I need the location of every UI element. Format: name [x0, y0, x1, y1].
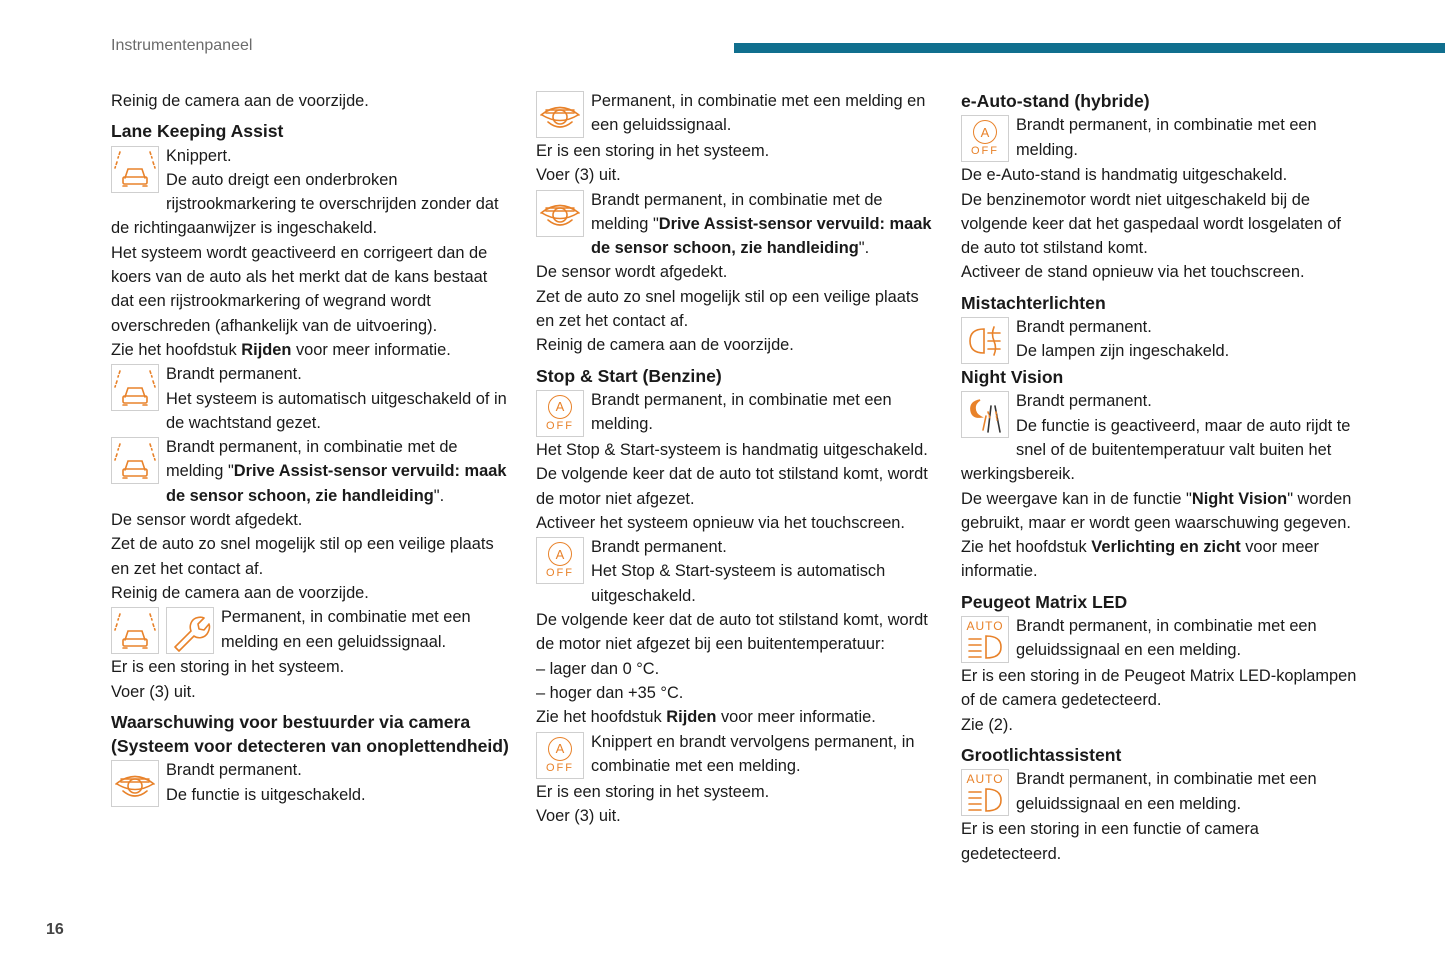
paragraph: Zie het hoofdstuk Rijden voor meer informatie.: [536, 708, 876, 727]
warning-text: Knippert.: [166, 146, 232, 165]
warning-text: Brandt permanent, in combinatie met een melding.: [1016, 116, 1317, 159]
warning-text: Brandt permanent, in combinatie met de melding "Drive Assist-sensor vervuild: maak de sensor schoon, zie handleiding".: [591, 190, 932, 258]
rear-fog-light-icon: [961, 317, 1009, 364]
warning-entry: [111, 605, 511, 655]
column-1: [111, 89, 511, 808]
warning-entry: [111, 362, 511, 435]
paragraph: Zet de auto zo snel mogelijk stil op een veilige plaats en zet het contact af.: [111, 535, 494, 578]
warning-text: Brandt permanent.: [1016, 318, 1152, 337]
warning-text: Permanent, in combinatie met een melding en een geluidssignaal.: [221, 608, 471, 651]
paragraph: Activeer het systeem opnieuw via het touchscreen.: [536, 513, 905, 532]
warning-text: De functie is uitgeschakeld.: [166, 785, 366, 804]
paragraph: De volgende keer dat de auto tot stilstand komt, wordt de motor niet afgezet bij een buitentemperatuur:: [536, 611, 928, 654]
warning-text: Brandt permanent, in combinatie met een geluidssignaal en een melding.: [1016, 770, 1317, 813]
paragraph: Het Stop & Start-systeem is handmatig uitgeschakeld.: [536, 440, 928, 459]
warning-text: Brandt permanent, in combinatie met een geluidssignaal en een melding.: [1016, 617, 1317, 660]
warning-text: Brandt permanent, in combinatie met een melding.: [591, 390, 892, 434]
paragraph: Reinig de camera aan de voorzijde.: [536, 336, 794, 355]
paragraph: Het systeem wordt geactiveerd en corrigeert dan de koers van de auto als het merkt dat de kans bestaat dat een rijstrookmarkering of wegrand wordt overschreden (afhankelijk van de uitvoering).: [111, 243, 488, 335]
warning-text: Knippert en brandt vervolgens permanent, in combinatie met een melding.: [591, 732, 915, 775]
section-heading-matrix-led: Peugeot Matrix LED: [961, 591, 1128, 612]
warning-entry: [536, 730, 936, 780]
list-item: – lager dan 0 °C.: [536, 659, 660, 678]
paragraph: Zie het hoofdstuk Verlichting en zicht voor meer informatie.: [961, 538, 1320, 581]
eye-icon: [536, 91, 584, 138]
list-item: – hoger dan +35 °C.: [536, 683, 684, 702]
warning-text: Brandt permanent.: [166, 365, 302, 384]
warning-text: De functie is geactiveerd, maar de auto rijdt te snel of de buitentemperatuur valt buiten het werkingsbereik.: [961, 416, 1351, 484]
paragraph: Activeer de stand opnieuw via het touchscreen.: [961, 263, 1305, 282]
paragraph: Voer (3) uit.: [536, 166, 621, 185]
warning-entry: [536, 188, 936, 261]
warning-text: Brandt permanent.: [591, 538, 727, 557]
section-heading-stop-start: Stop & Start (Benzine): [536, 365, 722, 386]
warning-text: Permanent, in combinatie met een melding en een geluidssignaal.: [591, 92, 926, 135]
paragraph: De e-Auto-stand is handmatig uitgeschakeld.: [961, 166, 1288, 185]
warning-entry: [961, 315, 1361, 365]
section-heading-night-vision: Night Vision: [961, 367, 1064, 388]
eye-icon: [111, 760, 159, 807]
paragraph: Zie (2).: [961, 715, 1013, 734]
paragraph: Er is een storing in het systeem.: [536, 782, 770, 801]
lane-keeping-icon: [111, 146, 159, 193]
warning-text: Brandt permanent, in combinatie met de melding "Drive Assist-sensor vervuild: maak de sensor schoon, zie handleiding".: [166, 438, 507, 505]
warning-text: Brandt permanent.: [166, 761, 302, 780]
warning-text: Brandt permanent.: [1016, 392, 1152, 411]
paragraph: Reinig de camera aan de voorzijde.: [111, 583, 369, 602]
lane-keeping-icon: [111, 437, 159, 484]
warning-entry: [961, 389, 1361, 486]
eye-icon: [536, 190, 584, 237]
paragraph: De benzinemotor wordt niet uitgeschakeld bij de volgende keer dat het gaspedaal wordt losgelaten of de auto tot stilstand komt.: [961, 190, 1341, 258]
warning-entry: [961, 614, 1361, 664]
header-accent-bar: [734, 43, 1445, 53]
paragraph: De weergave kan in de functie "Night Vision" worden gebruikt, maar er wordt geen waarschuwing gegeven.: [961, 489, 1352, 532]
paragraph: Zie het hoofdstuk Rijden voor meer informatie.: [111, 340, 451, 359]
auto-headlight-icon: AUTO: [961, 769, 1009, 816]
section-heading-high-beam-assist: Grootlichtassistent: [961, 744, 1122, 765]
warning-entry: [536, 388, 936, 438]
section-heading-lane-keeping-assist: Lane Keeping Assist: [111, 121, 284, 142]
wrench-icon: [166, 607, 214, 654]
chapter-title: Instrumentenpaneel: [111, 37, 253, 54]
paragraph: Zet de auto zo snel mogelijk stil op een veilige plaats en zet het contact af.: [536, 287, 919, 331]
paragraph: De sensor wordt afgedekt.: [111, 511, 303, 530]
warning-entry: [536, 89, 936, 139]
paragraph: Reinig de camera aan de voorzijde.: [111, 92, 369, 110]
column-3: [961, 89, 1361, 866]
warning-text: Het Stop & Start-systeem is automatisch uitgeschakeld.: [591, 562, 886, 605]
warning-entry: [111, 758, 511, 808]
paragraph: Voer (3) uit.: [111, 682, 196, 701]
paragraph: Er is een storing in de Peugeot Matrix LED-koplampen of de camera gedetecteerd.: [961, 667, 1357, 710]
paragraph: De volgende keer dat de auto tot stilstand komt, wordt de motor niet afgezet.: [536, 465, 928, 508]
paragraph: Er is een storing in het systeem.: [111, 658, 345, 677]
warning-text: De lampen zijn ingeschakeld.: [1016, 342, 1230, 361]
warning-text: Het systeem is automatisch uitgeschakeld of in de wachtstand gezet.: [166, 389, 507, 432]
lane-keeping-icon: [111, 364, 159, 411]
warning-entry: [961, 113, 1361, 163]
section-heading-driver-attention: Waarschuwing voor bestuurder via camera (Systeem voor detecteren van onoplettendheid): [111, 711, 509, 757]
page-number: 16: [46, 921, 64, 938]
warning-entry: [536, 535, 936, 608]
paragraph: Voer (3) uit.: [536, 806, 621, 825]
warning-entry: [111, 144, 511, 241]
column-2: [536, 89, 936, 828]
auto-headlight-icon: AUTO: [961, 616, 1009, 663]
warning-entry: [961, 767, 1361, 817]
warning-text: De auto dreigt een onderbroken rijstrookmarkering te overschrijden zonder dat de richtingaanwijzer is ingeschakeld.: [111, 170, 499, 238]
stop-start-off-icon: A OFF: [536, 732, 584, 779]
warning-entry: [111, 435, 511, 508]
paragraph: Er is een storing in een functie of camera gedetecteerd.: [961, 820, 1259, 863]
paragraph: De sensor wordt afgedekt.: [536, 263, 728, 282]
night-vision-icon: [961, 391, 1009, 438]
section-heading-e-auto: e-Auto-stand (hybride): [961, 91, 1150, 111]
lane-keeping-icon: [111, 607, 159, 654]
e-auto-off-icon: A OFF: [961, 115, 1009, 162]
paragraph: Er is een storing in het systeem.: [536, 142, 770, 160]
stop-start-off-icon: A OFF: [536, 537, 584, 584]
stop-start-off-icon: A OFF: [536, 390, 584, 437]
section-heading-rear-fog: Mistachterlichten: [961, 292, 1106, 313]
